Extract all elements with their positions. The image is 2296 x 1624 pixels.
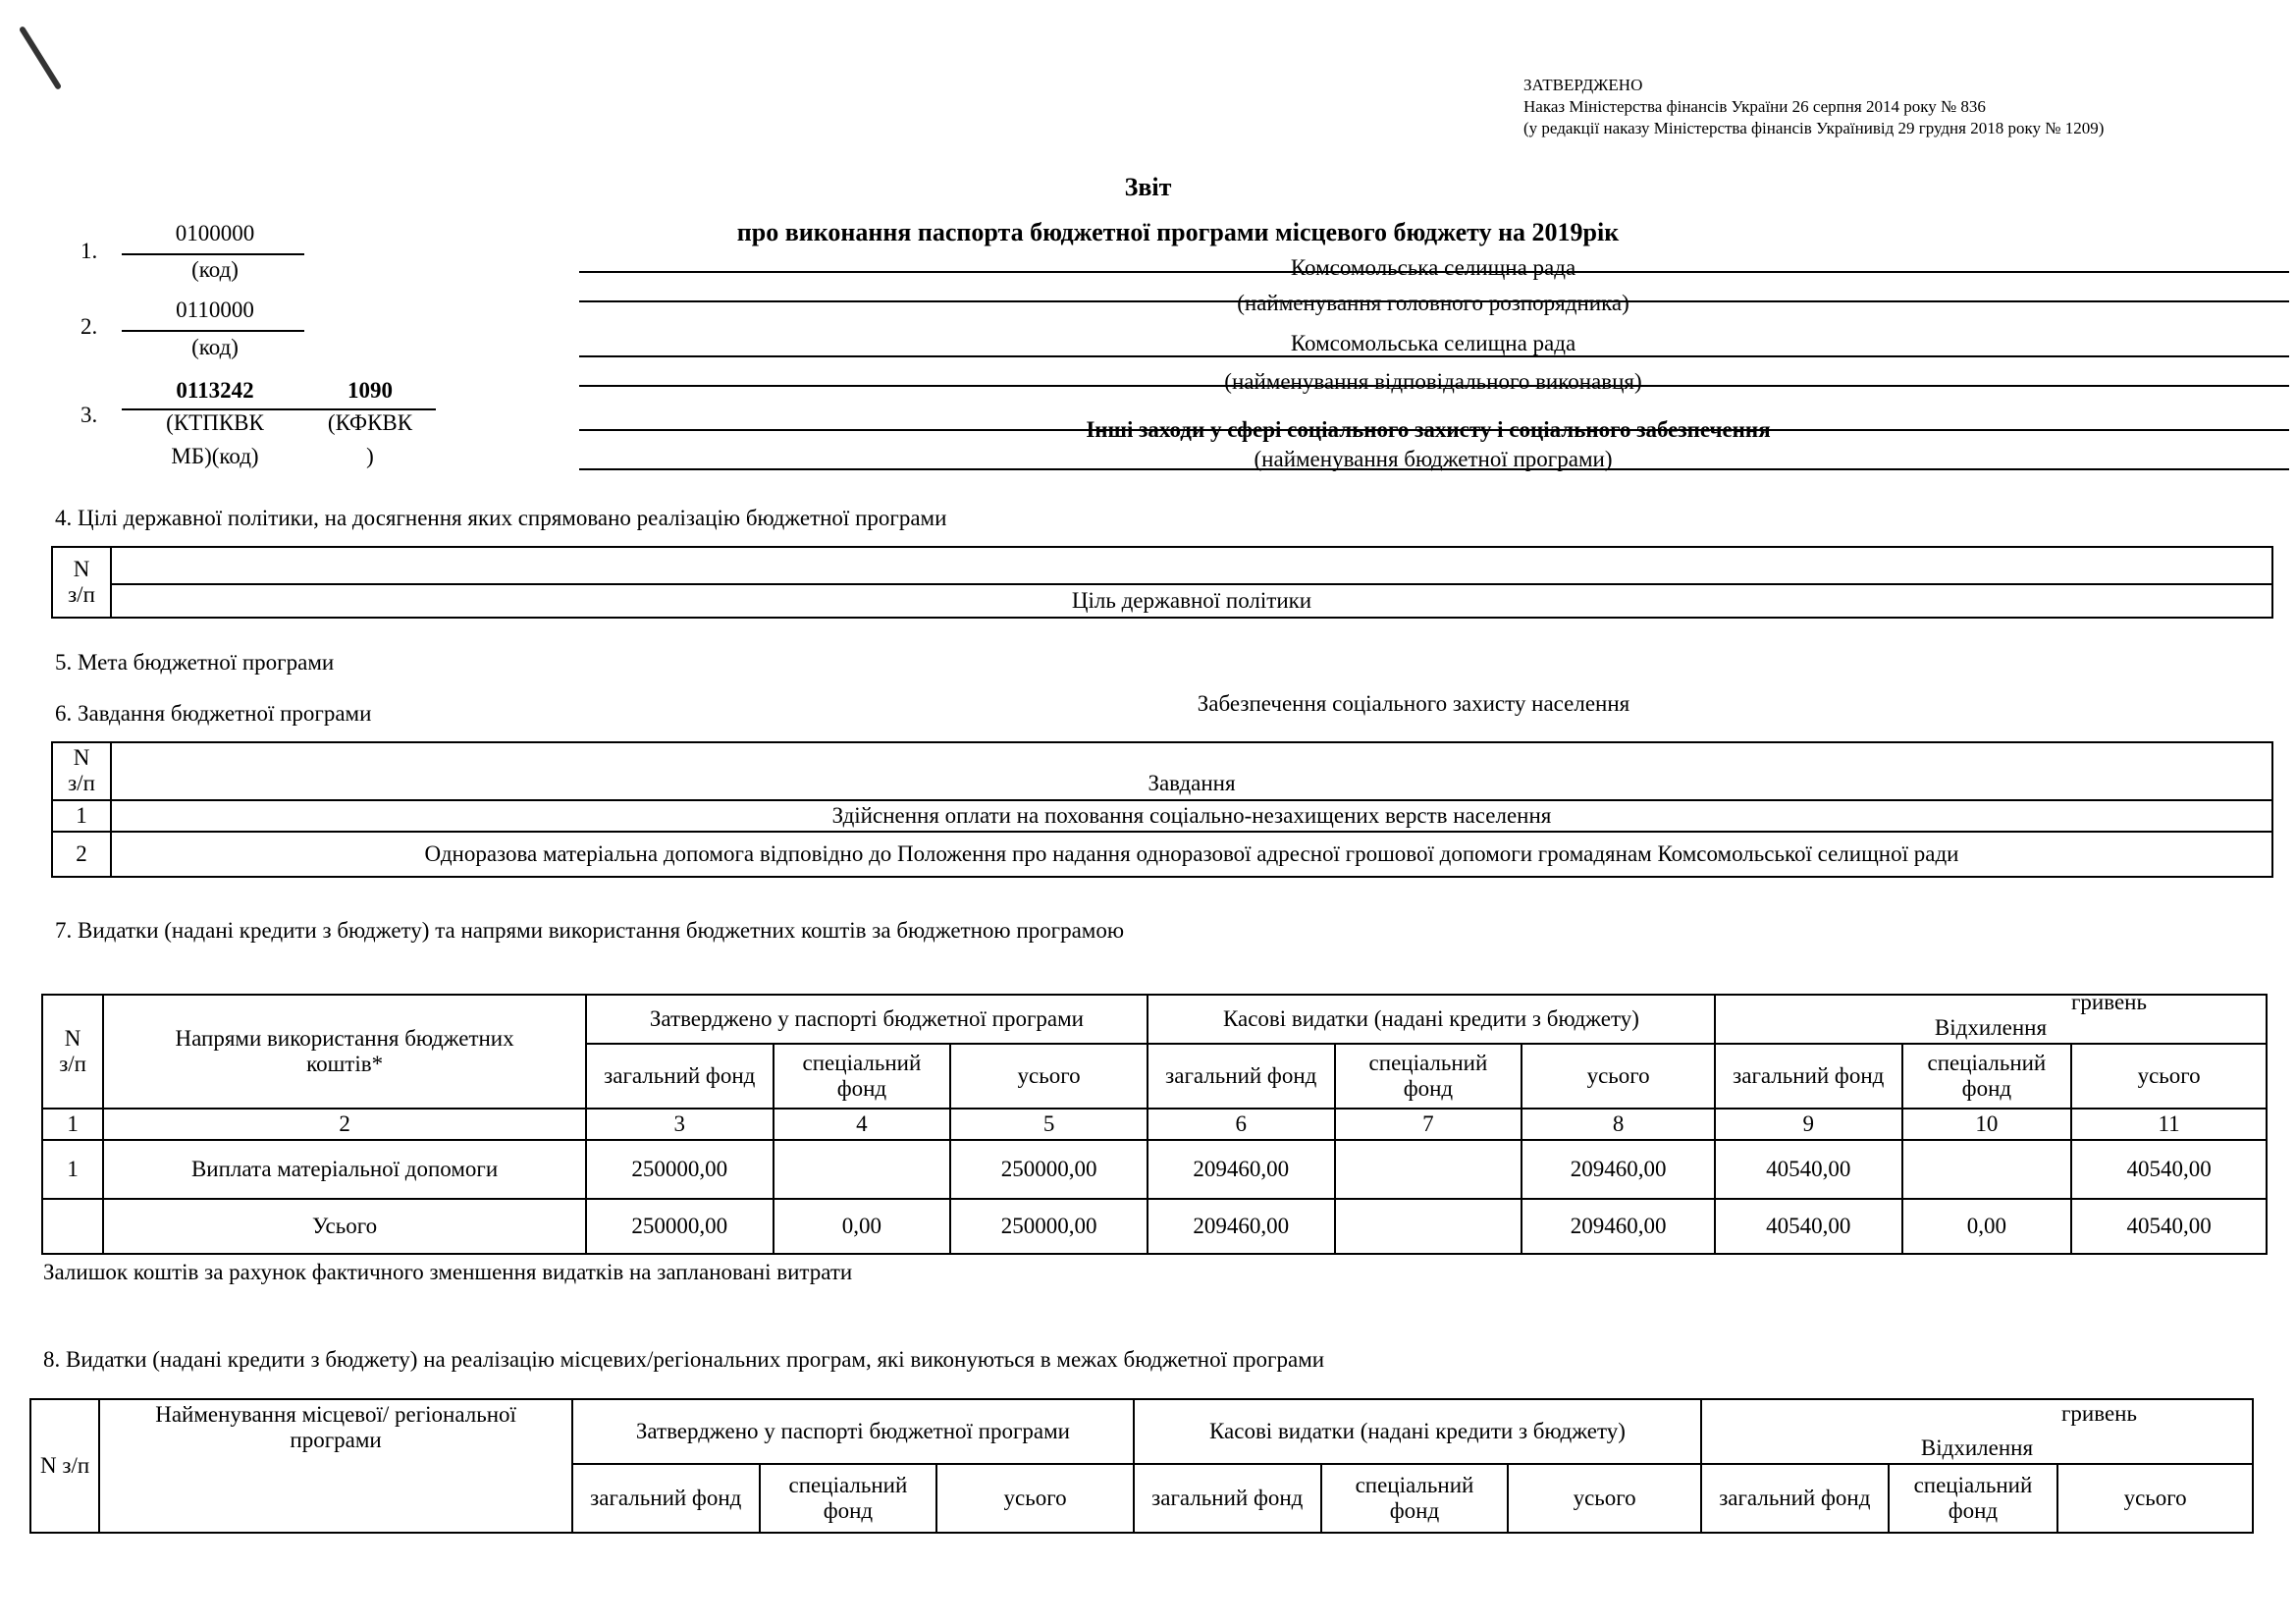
s8-a-special-header: спеціальний фонд xyxy=(760,1464,937,1533)
s7-col-numbers: 1 2 3 4 5 6 7 8 9 10 11 xyxy=(42,1109,2267,1140)
row2-label-line xyxy=(579,385,2289,387)
approval-block xyxy=(1523,75,2104,139)
row2-name: Комсомольська селищна рада xyxy=(1290,331,1576,355)
s8-c-special-header: спеціальний фонд xyxy=(1321,1464,1509,1533)
section6-task-header: Завдання xyxy=(111,742,2272,800)
approval-title: ЗАТВЕРДЖЕНО xyxy=(1523,76,1643,94)
s7-a-general-header: загальний фонд xyxy=(586,1044,774,1109)
row3-name-line xyxy=(579,429,2289,431)
s8-num-header: N з/п xyxy=(30,1399,99,1533)
section8-title: 8. Видатки (надані кредити з бюджету) на реалізацію місцевих/регіональних програм, які виконуються в межах бюджетної програми xyxy=(43,1347,1325,1372)
table-total-row: Усього 250000,00 0,00 250000,00 209460,00 209460,00 40540,00 0,00 40540,00 xyxy=(42,1199,2267,1254)
section7-title: 7. Видатки (надані кредити з бюджету) та напрями використання бюджетних коштів за бюджетною програмою xyxy=(55,918,1125,943)
section7-currency: гривень xyxy=(2071,990,2147,1014)
row2-code-label: (код) xyxy=(191,335,239,359)
section7-table xyxy=(41,994,2268,1255)
s8-d-general-header: загальний фонд xyxy=(1701,1464,1889,1533)
s7-c-special-header: спеціальний фонд xyxy=(1335,1044,1522,1109)
row3-name: Інші заходи у сфері соціального захисту і соціального забезпечення xyxy=(1086,417,1771,442)
section6-num-header: N з/п xyxy=(52,742,111,800)
section8-currency: гривень xyxy=(2061,1401,2137,1426)
section4-num-header: N з/п xyxy=(52,547,111,618)
row1-code-line xyxy=(122,253,304,255)
task-num: 2 xyxy=(52,832,111,877)
row3-code: 0113242 xyxy=(176,378,254,403)
report-title: Звіт xyxy=(1124,173,1172,201)
pen-mark xyxy=(19,26,62,90)
s7-d-special-header: спеціальний фонд xyxy=(1902,1044,2072,1109)
row1-name: Комсомольська селищна рада xyxy=(1290,255,1576,280)
s8-a-general-header: загальний фонд xyxy=(572,1464,760,1533)
s8-c-total-header: усього xyxy=(1508,1464,1701,1533)
s8-name-header: Найменування місцевої/ регіональної програми xyxy=(99,1399,572,1533)
row2-name-line xyxy=(579,355,2289,357)
row1-num: 1. xyxy=(80,239,98,263)
approval-order: Наказ Міністерства фінансів України 26 серпня 2014 року № 836 xyxy=(1523,97,1986,116)
s7-c-general-header: загальний фонд xyxy=(1148,1044,1335,1109)
s7-d-total-header: усього xyxy=(2071,1044,2267,1109)
section5-value: Забезпечення соціального захисту населення xyxy=(1197,691,1630,716)
s7-a-special-header: спеціальний фонд xyxy=(774,1044,951,1109)
row3-kfkvk-label-1: (КФКВК xyxy=(327,410,413,435)
s7-direction-header: Напрями використання бюджетних коштів* xyxy=(103,995,586,1109)
row3-kfkvk-label-2: ) xyxy=(366,444,374,468)
s8-approved-header: Затверджено у паспорті бюджетної програми xyxy=(572,1399,1134,1464)
task-text: Здійснення оплати на поховання соціально-незахищених верств населення xyxy=(111,800,2272,832)
row3-label-line xyxy=(579,468,2289,470)
s7-num-header: N з/п xyxy=(42,995,103,1109)
section5-title: 5. Мета бюджетної програми xyxy=(55,650,335,675)
row2-num: 2. xyxy=(80,314,98,339)
section4-goal-header-top xyxy=(111,547,2272,584)
table-row xyxy=(52,800,2272,832)
s7-a-total-header: усього xyxy=(950,1044,1148,1109)
section7-note: Залишок коштів за рахунок фактичного зменшення видатків на заплановані витрати xyxy=(43,1260,853,1284)
row2-code: 0110000 xyxy=(176,298,254,322)
section6-table xyxy=(51,741,2273,878)
s8-deviation-header: Відхилення xyxy=(1701,1399,2253,1464)
row1-code: 0100000 xyxy=(175,221,255,245)
table-row: 1 Виплата матеріальної допомоги 250000,00 250000,00 209460,00 209460,00 40540,00 40540,00 xyxy=(42,1140,2267,1199)
s8-d-special-header: спеціальний фонд xyxy=(1889,1464,2058,1533)
s7-d-general-header: загальний фонд xyxy=(1715,1044,1902,1109)
report-subtitle: про виконання паспорта бюджетної програми місцевого бюджету на 2019рік xyxy=(736,218,1620,246)
section4-table xyxy=(51,546,2273,619)
row1-code-label: (код) xyxy=(191,257,239,282)
section4-title: 4. Цілі державної політики, на досягнення яких спрямовано реалізацію бюджетної програми xyxy=(55,506,947,530)
s8-d-total-header: усього xyxy=(2057,1464,2253,1533)
approval-edition: (у редакції наказу Міністерства фінансів Українивід 29 грудня 2018 року № 1209) xyxy=(1523,119,2105,137)
row2-name-label: (найменування відповідального виконавця) xyxy=(1224,369,1642,394)
row3-code-label-1: (КТПКВК xyxy=(166,410,264,435)
s7-approved-header: Затверджено у паспорті бюджетної програми xyxy=(586,995,1148,1044)
task-num: 1 xyxy=(52,800,111,832)
row3-num: 3. xyxy=(80,403,98,427)
s7-cash-header: Касові видатки (надані кредити з бюджету) xyxy=(1148,995,1715,1044)
s7-deviation-header: Відхилення xyxy=(1715,995,2267,1044)
s8-cash-header: Касові видатки (надані кредити з бюджету) xyxy=(1134,1399,1701,1464)
row3-kfkvk: 1090 xyxy=(347,378,393,403)
row3-code-label-2: МБ)(код) xyxy=(171,444,259,468)
s7-c-total-header: усього xyxy=(1522,1044,1715,1109)
table-row xyxy=(52,832,2272,877)
row2-code-line xyxy=(122,330,304,332)
row3-name-label: (найменування бюджетної програми) xyxy=(1254,447,1613,471)
task-text: Одноразова матеріальна допомога відповідно до Положення про надання одноразової адресної грошової допомоги громадянам Комсомольської селищної ради xyxy=(111,832,2272,877)
row1-name-label: (найменування головного розпорядника) xyxy=(1237,291,1629,315)
s8-a-total-header: усього xyxy=(936,1464,1134,1533)
section4-goal-header: Ціль державної політики xyxy=(111,584,2272,618)
s8-c-general-header: загальний фонд xyxy=(1134,1464,1321,1533)
section6-title: 6. Завдання бюджетної програми xyxy=(55,701,372,726)
section8-table xyxy=(29,1398,2254,1534)
